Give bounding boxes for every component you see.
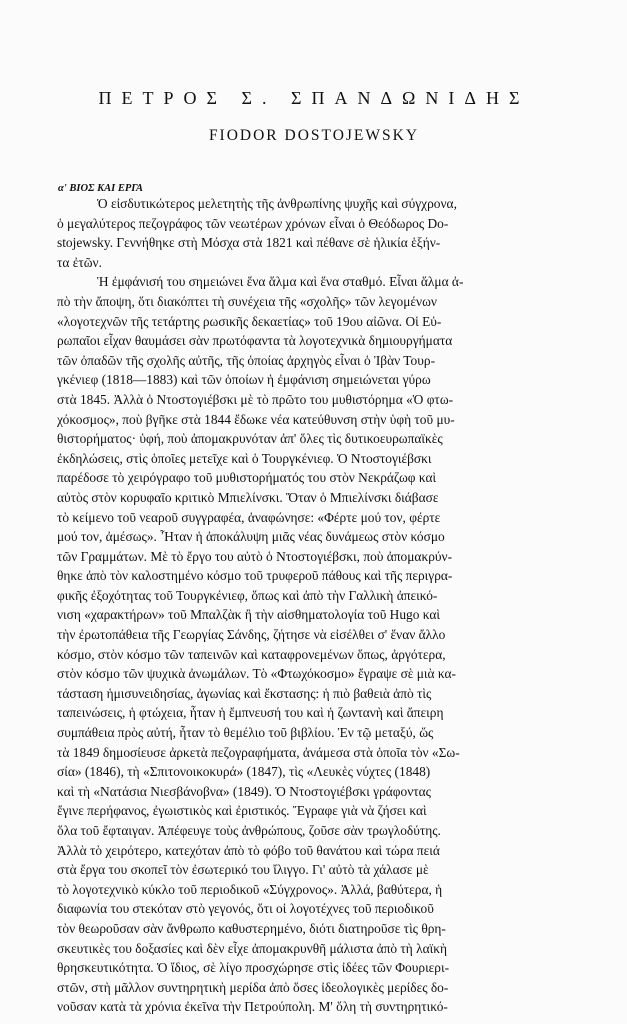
text-line: στὸν κόσμο τῶν ψυχικὰ ἀνωμάλων. Τὸ «Φτωχόκοσμο» ἔγραψε σὲ μιὰ κα- xyxy=(57,666,457,682)
text-line: stojewsky. Γεννήθηκε στὴ Μόσχα στὰ 1821 καὶ πέθανε σὲ ἡλικία ἑξήν- xyxy=(57,235,441,251)
text-line: τὸ κείμενο τοῦ νεαροῦ συγγραφέα, ἀναφώνησε: «Φέρτε μού τον, φέρτε xyxy=(57,509,441,525)
text-line: ὅλα τοῦ ἔφταιγαν. Ἀπέφευγε τοὺς ἀνθρώπους, ζοῦσε σὰν τρωγλοδύτης. xyxy=(57,823,441,838)
text-line: στῶν, στὴ μᾶλλον συντηρητικὴ μερίδα ἀπὸ ὅσες ἰδεολογικὲς μερίδες δο- xyxy=(57,979,449,995)
text-line: σκευτικὲς του δοξασίες καὶ δὲν εἶχε ἀπομακρυνθῆ μάλιστα ἀπὸ τὴ λαϊκὴ xyxy=(57,940,447,956)
text-line: χόκοσμος», ποὺ βγῆκε στὰ 1844 ἔδωκε νέα κατεύθυνση στὴν ὑφὴ τοῦ μυ- xyxy=(57,411,455,427)
text-line: θιστορήματος· ὑφή, ποὺ ἀπομακρυνόταν ἀπ' ὅλες τὶς δυτικοευρωπαϊκὲς xyxy=(57,431,443,447)
text-line: τὸν θεωροῦσαν σὰν ἄνθρωπο καθυστερημένο, διότι διατηροῦσε τὶς θρη- xyxy=(57,920,446,936)
text-line: Ἀλλὰ τὸ χειρότερο, κατεχόταν ἀπὸ τὸ φόβο τοῦ θανάτου καὶ τώρα πειά xyxy=(57,842,440,858)
text-line: πὸ τὴν ἄποψη, ὅτι διακόπτει τὴ συνέχεια τῆς «σχολῆς» τῶν λεγομένων xyxy=(57,293,437,309)
text-line: τὸ λογοτεχνικὸ κύκλο τοῦ περιοδικοῦ «Σύγχρονος». Ἀλλά, βαθύτερα, ἡ xyxy=(57,881,443,897)
chapter-title: FIODOR DOSTOJEWSKY xyxy=(208,127,420,144)
text-line: παρέδοσε τὸ χειρόγραφο τοῦ μυθιστορήματός του στὸν Νεκράζωφ καὶ xyxy=(57,470,437,486)
text-line: θηκε ἀπὸ τὸν καλοστημένο κόσμο τοῦ τρυφεροῦ πάθους καὶ τῆς περιγρα- xyxy=(57,568,453,584)
text-line: Ἡ ἐμφάνισή του σημειώνει ἕνα ἅλμα καὶ ἕνα σταθμό. Εἶναι ἅλμα ἀ- xyxy=(97,274,464,290)
text-line: ἐκδηλώσεις, στὶς ὁποῖες μετεῖχε καὶ ὁ Τουργκένιεφ. Ὁ Ντοστογιέβσκι xyxy=(57,450,432,466)
text-line: μού τον, ἀμέσως». Ἦταν ἡ ἀποκάλυψη μιᾶς νέας δυνάμεως στὸν κόσμο xyxy=(57,529,445,545)
text-line: τῶν Γραμμάτων. Μὲ τὸ ἔργο του αὐτὸ ὁ Ντοστογιέβσκι, ποὺ ἀπομακρύν- xyxy=(57,548,453,564)
text-line: διαφωνία του στεκόταν στὸ γεγονός, ὅτι οἱ λογοτέχνες τοῦ περιοδικοῦ xyxy=(57,901,434,917)
text-line: νοῦσαν κατὰ τὰ χρόνια ἐκεῖνα τὴν Πετρούπολη. Μ' ὅλη τὴ συντηρητικό- xyxy=(57,999,448,1015)
body-text xyxy=(57,194,578,1017)
author-heading: ΠΕΤΡΟΣ Σ. ΣΠΑΝΔΩΝΙΔΗΣ xyxy=(98,88,530,108)
text-line: τὰ 1849 δημοσίευσε ἀρκετὰ πεζογραφήματα, ἀνάμεσα στὰ ὁποῖα τὸν «Σω- xyxy=(57,744,460,760)
text-line: ταπεινώσεις, ἡ φτώχεια, ἦταν ἡ ἔμπνευσή του καὶ ἡ ζωντανὴ καὶ ἄπειρη xyxy=(57,705,444,721)
text-line: κόσμο, στὸν κόσμο τῶν ταπεινῶν καὶ καταφρονεμένων ὅπως, ἀργότερα, xyxy=(57,646,446,662)
text-line: ὁ μεγαλύτερος πεζογράφος τῶν νεωτέρων χρόνων εἶναι ὁ Θεόδωρος Do- xyxy=(57,215,449,231)
text-line: τὴν ἐρωτοπάθεια τῆς Γεωργίας Σάνδης, ζήτησε νὰ εἰσέλθει σ' ἕναν ἄλλο xyxy=(57,627,446,643)
text-line: σία» (1846), τὴ «Σπιτονοικοκυρά» (1847), τὶς «Λευκὲς νύχτες (1848) xyxy=(57,764,431,780)
text-line: στὰ 1845. Ἀλλὰ ὁ Ντοστογιέβσκι μὲ τὸ πρῶτο του μυθιστόρημα «Ὁ φτω- xyxy=(57,391,454,407)
text-line: καὶ τὴ «Νατάσια Νιεσβάνοβνα» (1849). Ὁ Ντοστογιέβσκι γράφοντας xyxy=(57,783,431,799)
text-line: τῶν ὀπαδῶν τῆς σχολῆς αὐτῆς, τῆς ὁποίας ἀρχηγὸς εἶναι ὁ Ἰβὰν Τουρ- xyxy=(57,352,436,368)
text-line: γκένιεφ (1818—1883) καὶ τῶν ὁποίων ἡ ἐμφάνιση σημειώνεται γύρω xyxy=(57,372,431,388)
text-line: Ὁ εἰσδυτικώτερος μελετητὴς τῆς ἀνθρωπίνης ψυχῆς καὶ σύγχρονα, xyxy=(97,196,457,211)
text-line: θρησκευτικότητα. Ὁ ἴδιος, σὲ λίγο προσχώρησε στὶς ἰδέες τῶν Φουριερι- xyxy=(57,960,450,976)
text-line: νιση «χαρακτήρων» τοῦ Μπαλζὰκ ἢ τὴν αἰσθηματολογία τοῦ Hugo καὶ xyxy=(57,607,441,623)
text-line: «λογοτεχνῶν τῆς τετάρτης ρωσικῆς δεκαετίας» τοῦ 19ου αἰῶνα. Οἱ Εὐ- xyxy=(57,313,442,329)
text-line: φικῆς ἐξοχότητας τοῦ Τουργκένιεφ, ὅπως καὶ ἀπὸ τὴν Γαλλικὴ ἀπεικό- xyxy=(57,587,438,603)
text-line: στὰ ἔργα του σκοπεῖ τὸν ἐσωτερικό του ἴλιγγο. Γι' αὐτὸ τὰ χάλασε μὲ xyxy=(57,862,429,878)
text-line: ρωπαῖοι εἶχαν θαυμάσει σὰν πρωτόφαντα τὰ λογοτεχνικὰ δημιουργήματα xyxy=(57,333,453,349)
text-line: τάσταση ἡμισυνειδησίας, ἀγωνίας καὶ ἔκστασης: ἡ πιὸ βαθειὰ ἀπὸ τὶς xyxy=(57,685,432,701)
text-line: συμπάθεια πρὸς αὐτή, ἦταν τὸ θεμέλιο τοῦ βιβλίου. Ἐν τῷ μεταξύ, ὥς xyxy=(57,725,434,741)
text-line: τα ἐτῶν. xyxy=(57,254,102,270)
text-line: αὐτὸς στὸν κορυφαῖο κριτικὸ Μπιελίνσκι. Ὅταν ὁ Μπιελίνσκι διάβασε xyxy=(57,489,439,505)
section-heading: α' ΒΙΟΣ ΚΑΙ ΕΡΓΑ xyxy=(58,183,144,194)
text-line: ἔγινε περήφανος, ἐγωιστικὸς καὶ ἐριστικός. Ἔγραφε γιὰ νὰ ζήσει καὶ xyxy=(57,803,427,819)
